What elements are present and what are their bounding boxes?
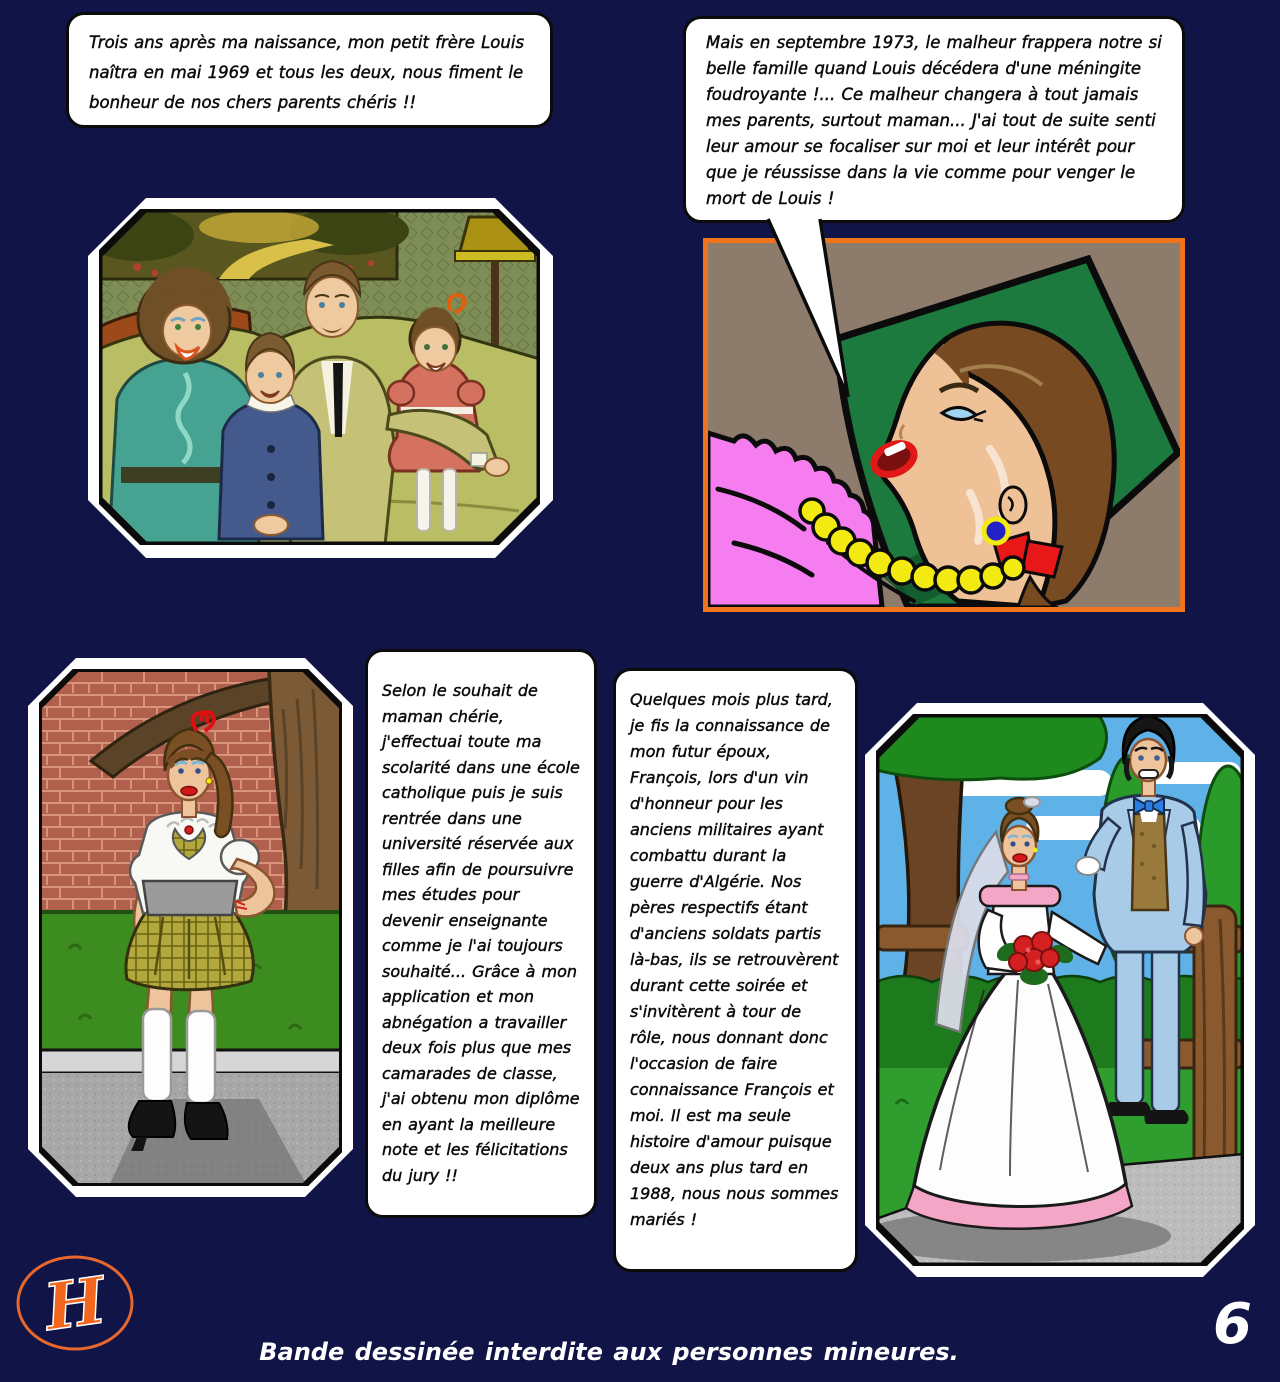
panel-schoolgirl-photo <box>28 658 353 1197</box>
landscape-painting <box>99 209 409 279</box>
schoolgirl-scene <box>39 669 342 1186</box>
bow-tie <box>1134 798 1164 814</box>
caption-box-4: Quelques mois plus tard, je fis la connaissance de mon futur époux, François, lors d'un vin d'honneur pour les anciens militaires ayant combattu durant la guerre d'Algérie. Nos pères respectifs étant d'anciens soldats partis là-bas, ils se retrouvèrent durant cette soirée et s'invitèrent à tour de rôle, nous donnant donc l'occasion de faire connaissance François et moi. Il est ma seule histoire d'amour puisque deux ans plus tard en 1988, nous nous sommes mariés ! <box>613 668 858 1272</box>
panel-family-photo <box>88 198 553 558</box>
family-photo-scene <box>99 209 540 545</box>
caption-box-2: Mais en septembre 1973, le malheur frappera notre si belle famille quand Louis décédera d'une méningite foudroyante !... Ce malheur changera à tout jamais mes parents, surtout maman... J'ai tout de suite senti leur amour se focaliser sur moi et leur intérêt pour que je réussisse dans la vie comme pour venger le mort de Louis ! <box>683 16 1185 223</box>
speech-bubble-tail <box>752 213 862 403</box>
age-restriction-notice: Bande dessinée interdite aux personnes mineures. <box>259 1338 959 1366</box>
page-number: 6 <box>1213 1292 1252 1357</box>
panel-wedding-photo <box>865 703 1255 1277</box>
wedding-scene <box>876 714 1244 1266</box>
earring <box>984 519 1008 543</box>
caption-box-3: Selon le souhait de maman chérie, j'effectuai toute ma scolarité dans une école catholique puis je suis rentrée dans une université réservée aux filles afin de poursuivre mes études pour devenir enseignante comme je l'ai toujours souhaité... Grâce à mon application et mon abnégation a travailler deux fois plus que mes camarades de classe, j'ai obtenu mon diplôme en ayant la meilleure note et les félicitations du jury !! <box>365 649 597 1218</box>
caption-box-1: Trois ans après ma naissance, mon petit frère Louis naîtra en mai 1969 et tous les deux, nous fiment le bonheur de nos chers parents chéris !! <box>66 12 553 128</box>
brocade-vest <box>1132 814 1168 910</box>
choker <box>1009 874 1029 880</box>
logo-letter: H <box>40 1263 111 1346</box>
